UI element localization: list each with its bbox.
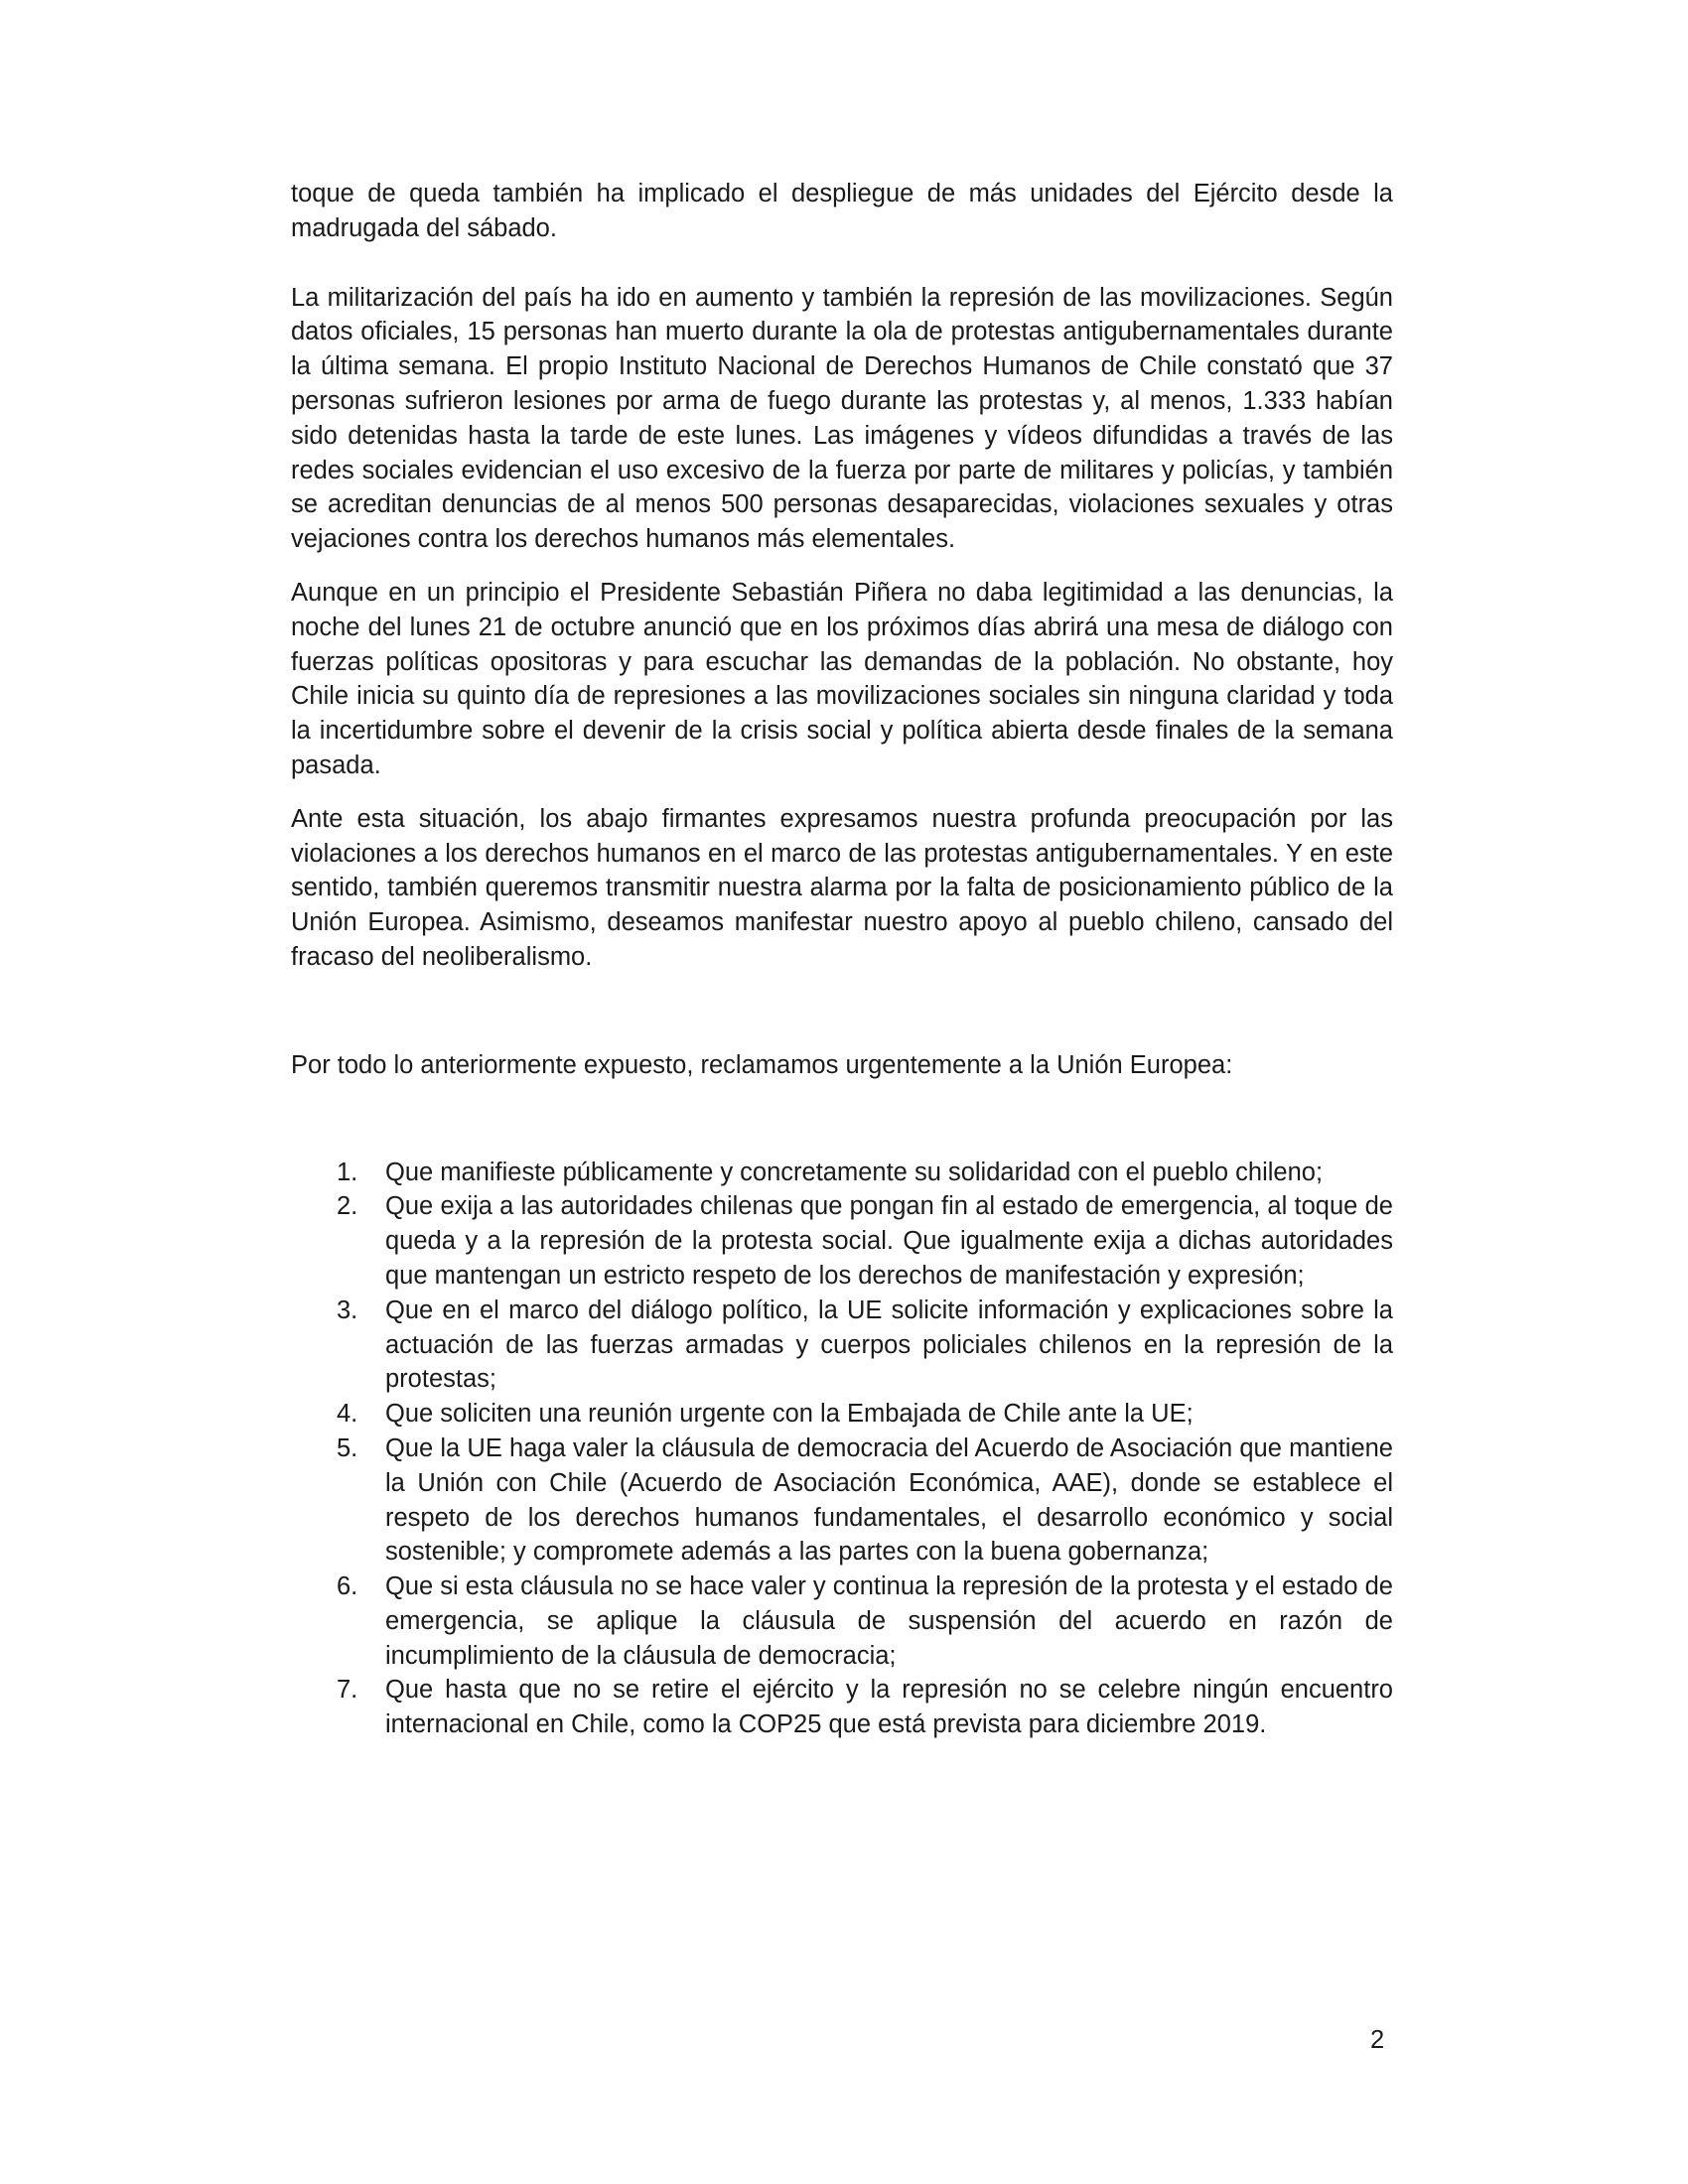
- list-item-number: 4.: [337, 1400, 358, 1429]
- paragraph-curfew: toque de queda también ha implicado el despliegue de más unidades del Ejército desde la madrugada del sábado.: [291, 180, 1393, 242]
- list-item: [291, 1673, 1393, 1742]
- list-item: [291, 1189, 1393, 1293]
- list-item: [291, 1294, 1393, 1397]
- document-body: [291, 177, 1393, 1742]
- list-item-text: Que exija a las autoridades chilenas que pongan fin al estado de emergencia, al toque de queda y a la represión de la protesta social. Que igualmente exija a dichas autoridades que mantengan un estricto respeto de los derechos de manifestación y expresión;: [385, 1192, 1393, 1290]
- list-item-text: Que soliciten una reunión urgente con la Embajada de Chile ante la UE;: [385, 1400, 1194, 1429]
- list-item: [291, 1397, 1393, 1432]
- list-item-text: Que manifieste públicamente y concretamente su solidaridad con el pueblo chileno;: [385, 1158, 1324, 1186]
- list-item-text: Que hasta que no se retire el ejército y la represión no se celebre ningún encuentro internacional en Chile, como la COP25 que está prevista para diciembre 2019.: [385, 1676, 1393, 1739]
- page-number: 2: [1370, 2026, 1385, 2054]
- list-item-number: 1.: [337, 1158, 358, 1186]
- list-item-number: 7.: [337, 1676, 358, 1705]
- list-item: [291, 1570, 1393, 1673]
- list-item-number: 5.: [337, 1433, 358, 1462]
- paragraph-demands-intro: Por todo lo anteriormente expuesto, reclamamos urgentemente a la Unión Europea:: [291, 1050, 1233, 1079]
- paragraph-concern: Ante esta situación, los abajo firmantes expresamos nuestra profunda preocupación por las violaciones a los derechos humanos en el marco de las protestas antigubernamentales. Y en este sentido, también queremos transmitir nuestra alarma por la falta de posicionamiento público de la Unión Europea. Asimismo, deseamos manifestar nuestro apoyo al pueblo chileno, cansado del fracaso del neoliberalismo.: [291, 804, 1393, 971]
- list-item: [291, 1156, 1393, 1190]
- list-item-text: Que en el marco del diálogo político, la UE solicite información y explicaciones sobre la actuación de las fuerzas armadas y cuerpos policiales chilenos en la represión de la protestas;: [385, 1296, 1393, 1394]
- paragraph-militarization: La militarización del país ha ido en aumento y también la represión de las movilizaciones. Según datos oficiales, 15 personas han muerto durante la ola de protestas antigubernamentales durante la última semana. El propio Instituto Nacional de Derechos Humanos de Chile constató que 37 personas sufrieron lesiones por arma de fuego durante las protestas y, al menos, 1.333 habían sido detenidas hasta la tarde de este lunes. Las imágenes y vídeos difundidas a través de las redes sociales evidencian el uso excesivo de la fuerza por parte de militares y policías, y también se acreditan denuncias de al menos 500 personas desaparecidas, violaciones sexuales y otras vejaciones contra los derechos humanos más elementales.: [291, 283, 1393, 554]
- paragraph-pinera: Aunque en un principio el Presidente Sebastián Piñera no daba legitimidad a las denuncias, la noche del lunes 21 de octubre anunció que en los próximos días abrirá una mesa de diálogo con fuerzas políticas opositoras y para escuchar las demandas de la población. No obstante, hoy Chile inicia su quinto día de represiones a las movilizaciones sociales sin ninguna claridad y toda la incertidumbre sobre el devenir de la crisis social y política abierta desde finales de la semana pasada.: [291, 578, 1393, 779]
- list-item-text: Que la UE haga valer la cláusula de democracia del Acuerdo de Asociación que mantiene la Unión con Chile (Acuerdo de Asociación Económica, AAE), donde se establece el respeto de los derechos humanos fundamentales, el desarrollo económico y social sostenible; y compromete además a las partes con la buena gobernanza;: [385, 1433, 1393, 1567]
- demands-list: [291, 1156, 1393, 1743]
- list-item-text: Que si esta cláusula no se hace valer y continua la represión de la protesta y el estado de emergencia, se aplique la cláusula de suspensión del acuerdo en razón de incumplimiento de la cláusula de democracia;: [385, 1572, 1393, 1670]
- list-item-number: 3.: [337, 1296, 358, 1324]
- list-item: [291, 1432, 1393, 1570]
- list-item-number: 6.: [337, 1572, 358, 1601]
- list-item-number: 2.: [337, 1192, 358, 1221]
